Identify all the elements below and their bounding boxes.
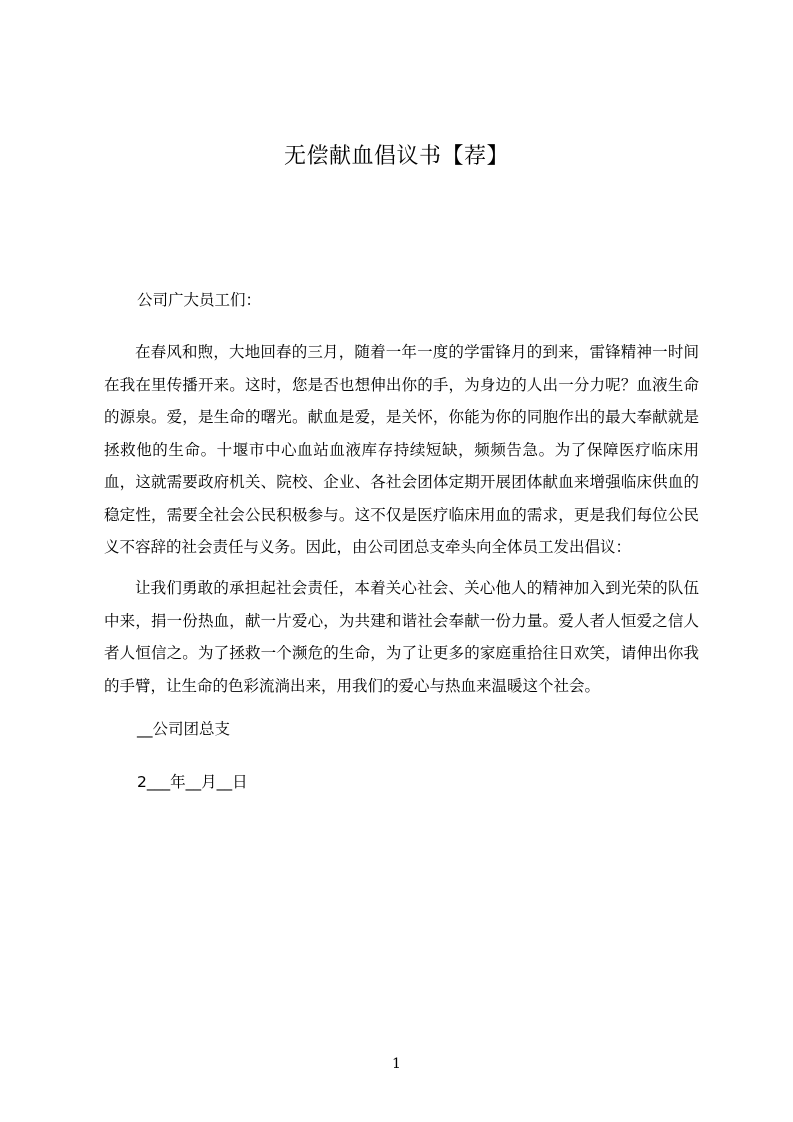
greeting: 公司广大员工们： (137, 291, 262, 309)
signature: __公司团总支 (137, 720, 231, 738)
page-number: 1 (392, 1056, 401, 1072)
body-paragraph-2: 让我们勇敢的承担起社会责任，本着关心社会、关心他人的精神加入到光荣的队伍中来，捐一份热血，献一片爱心，为共建和谐社会奉献一份力量。爱人者人恒爱之信人者人恒信之。为了拯救一个濒危的生命，为了让更多的家庭重拾往日欢笑，请伸出你我的手臂，让生命的色彩流淌出来，用我们的爱心与热血来温暖这个社会。 (104, 579, 699, 695)
document-title: 无偿献血倡议书【荐】 (283, 144, 509, 169)
body-paragraph-1: 在春风和煦，大地回春的三月，随着一年一度的学雷锋月的到来，雷锋精神一时间在我在里传播开来。这时，您是否也想伸出你的手，为身边的人出一分力呢？血液生命的源泉。爱，是生命的曙光。献血是爱，是关怀，你能为你的同胞作出的最大奉献就是拯救他的生命。十堰市中心血站血液库存持续短缺，频频告急。为了保障医疗临床用血，这就需要政府机关、院校、企业、各社会团体定期开展团体献血来增强临床供血的稳定性，需要全社会公民积极参与。这不仅是医疗临床用血的需求，更是我们每位公民义不容辞的社会责任与义务。因此，由公司团总支牵头向全体员工发出倡议： (104, 343, 699, 556)
date-line: 2___年__月__日 (137, 773, 248, 791)
